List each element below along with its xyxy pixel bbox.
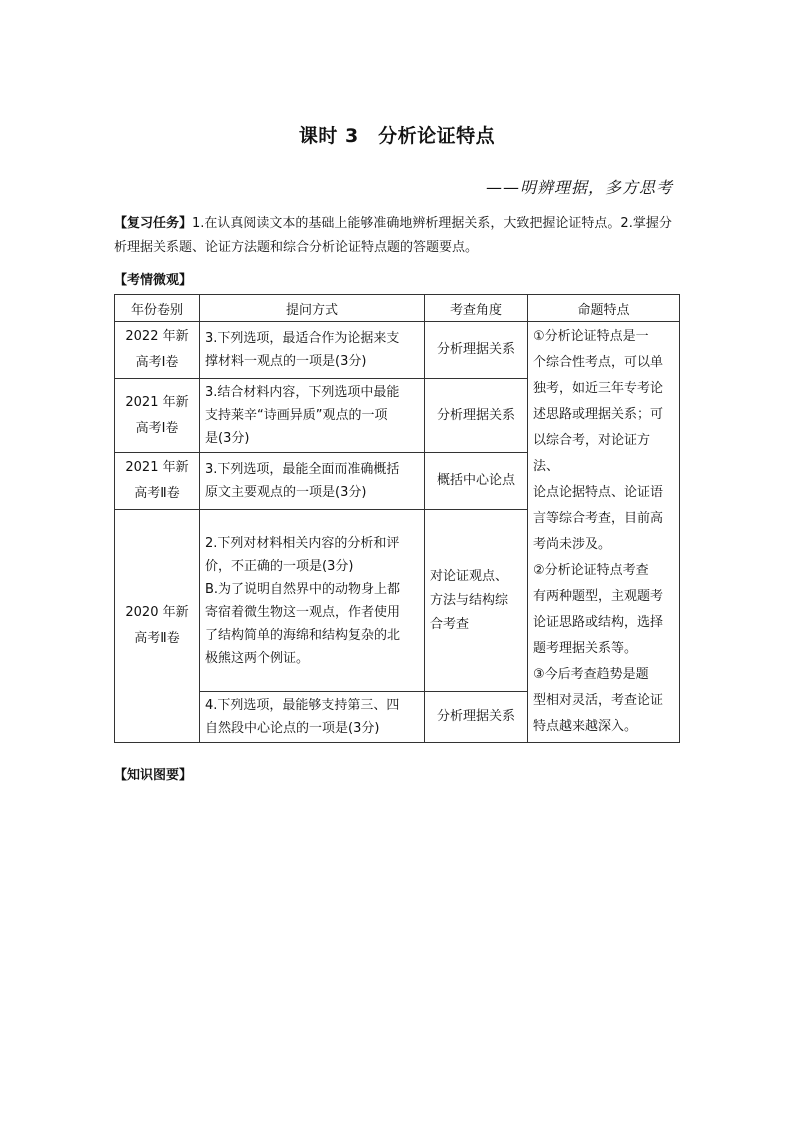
- question-cell: 3.结合材料内容，下列选项中最能 支持莱辛“诗画异质”观点的一项 是(3分): [200, 379, 425, 453]
- question-cell: 3.下列选项，最适合作为论据来支 撑材料一观点的一项是(3分): [200, 322, 425, 379]
- exam-label: 【考情微观】: [114, 273, 193, 288]
- page-subtitle: ——明辨理据，多方思考: [485, 178, 673, 197]
- table-row: [115, 322, 680, 379]
- exam-table: [114, 294, 680, 743]
- page-title: 课时 3 分析论证特点: [298, 125, 496, 147]
- header-question: 提问方式: [200, 295, 425, 322]
- angle-cell: 分析理据关系: [425, 322, 528, 379]
- question-cell: 3.下列选项，最能全面而准确概括 原文主要观点的一项是(3分): [200, 453, 425, 510]
- review-label: 【复习任务】: [114, 216, 193, 231]
- year-cell: 2021 年新 高考Ⅱ卷: [115, 453, 200, 510]
- angle-cell: 对论证观点、 方法与结构综 合考查: [425, 510, 528, 692]
- year-cell: 2021 年新 高考Ⅰ卷: [115, 379, 200, 453]
- knowledge-label: 【知识图要】: [114, 768, 193, 783]
- angle-cell: 分析理据关系: [425, 692, 528, 743]
- header-year: 年份卷别: [115, 295, 200, 322]
- review-text: 1.在认真阅读文本的基础上能够准确地辨析理据关系，大致把握论证特点。2.掌握分析理据关系题、论证方法题和综合分析论证特点题的答题要点。: [114, 216, 672, 255]
- table-header-row: [115, 295, 680, 322]
- question-cell: 2.下列对材料相关内容的分析和评 价，不正确的一项是(3分) B.为了说明自然界中的动物身上都 寄宿着微生物这一观点，作者使用 了结构简单的海绵和结构复杂的北 极熊这两个例证。: [200, 510, 425, 692]
- angle-cell: 概括中心论点: [425, 453, 528, 510]
- year-cell: 2022 年新 高考Ⅰ卷: [115, 322, 200, 379]
- question-cell: 4.下列选项，最能够支持第三、四 自然段中心论点的一项是(3分): [200, 692, 425, 743]
- year-cell: 2020 年新 高考Ⅱ卷: [115, 510, 200, 743]
- review-task: [114, 212, 682, 260]
- header-feature: 命题特点: [528, 295, 680, 322]
- header-angle: 考查角度: [425, 295, 528, 322]
- angle-cell: 分析理据关系: [425, 379, 528, 453]
- feature-cell: ①分析论证特点是一 个综合性考点，可以单 独考，如近三年专考论 述思路或理据关系；可 以综合考，对论证方法、 论点论据特点、论证语 言等综合考查，目前高 考尚未涉及。 ②分析论证特点考查 有两种题型，主观题考 论证思路或结构，选择 题考理据关系等。 ③今后考查趋势是题 型相对灵活，考查论证 特点越来越深入。: [528, 322, 680, 743]
